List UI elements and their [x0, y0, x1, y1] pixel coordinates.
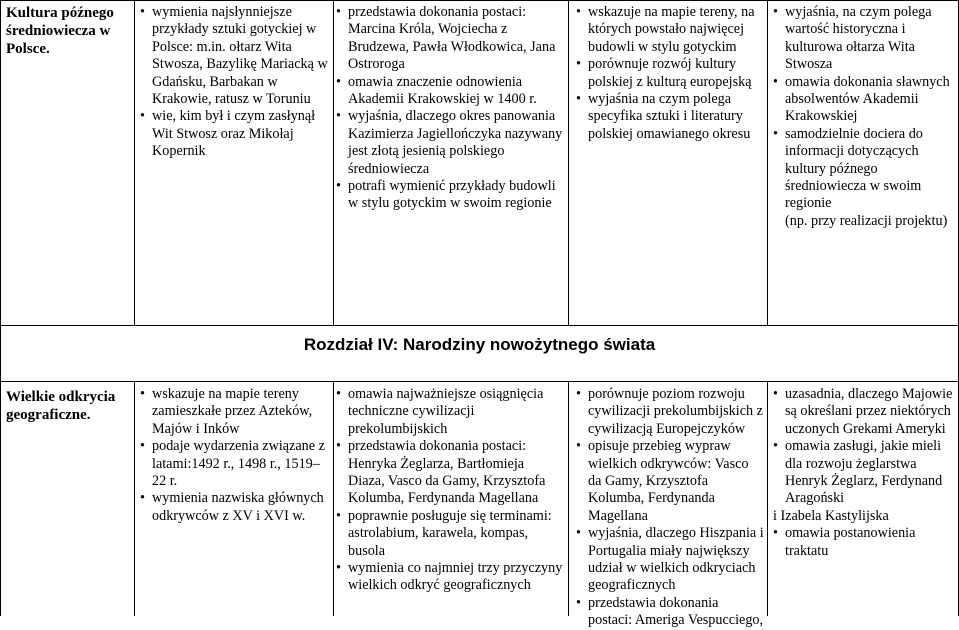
row2-topic-text: Wielkie odkrycia geograficzne.	[6, 389, 116, 423]
list-item: • wyjaśnia, dlaczego okres panowania Kazimierza Jagiellończyka nazywany jest złotą jesienią polskiego średniowiecza	[336, 108, 564, 178]
row2-col-divider	[0, 381, 1, 616]
row1-col5	[773, 4, 955, 230]
list-item: • opisuje przebieg wypraw wielkich odkrywców: Vasco da Gamy, Krzysztofa Kolumba, Ferdynanda Magellana	[576, 438, 764, 525]
list-item-continuation: (np. przy realizacji projektu)	[785, 212, 948, 229]
row1-col-divider	[0, 0, 1, 325]
list-item: • wskazuje na mapie tereny, na których powstało najwięcej budowli w stylu gotyckim	[576, 4, 764, 56]
row1-bottom-border	[0, 325, 959, 326]
list-item: • wymienia najsłynniejsze przykłady sztuki gotyckiej w Polsce: m.in. ołtarz Wita Stwosza, Bazylikę Mariacką w Gdańsku, Barbakan w Krakowie, ratusz w Toruniu	[140, 4, 330, 108]
list-item: • uzasadnia, dlaczego Majowie są określani przez niektórych uczonych Grekami Ameryki	[773, 386, 955, 438]
list-item: • omawia dokonania sławnych absolwentów Akademii Krakowskiej	[773, 74, 955, 126]
chapter-bottom-border	[0, 381, 959, 382]
row2-col-divider	[568, 381, 569, 616]
row1-col-divider	[333, 0, 334, 325]
row1-col2	[140, 4, 330, 161]
row1-col-divider	[134, 0, 135, 325]
row1-col3	[336, 4, 564, 213]
list-item: • wyjaśnia, na czym polega wartość historyczna i kulturowa ołtarza Wita Stwosza	[773, 4, 955, 74]
list-item: • przedstawia dokonania postaci: Marcina Króla, Wojciecha z Brudzewa, Pawła Włodkowica, Jana Ostroroga	[336, 4, 564, 74]
row2-col3	[336, 386, 564, 595]
row1-top-border	[0, 0, 959, 1]
list-item: • omawia najważniejsze osiągnięcia techniczne cywilizacji prekolumbijskich	[336, 386, 564, 438]
list-item: • potrafi wymienić przykłady budowli w stylu gotyckim w swoim regionie	[336, 178, 564, 213]
row1-col-divider	[568, 0, 569, 325]
row1-col-divider	[767, 0, 768, 325]
list-item: • omawia znaczenie odnowienia Akademii Krakowskiej w 1400 r.	[336, 74, 564, 109]
list-item: • porównuje rozwój kultury polskiej z kulturą europejską	[576, 56, 764, 91]
list-item-continuation: i Izabela Kastylijska	[773, 507, 889, 524]
list-item: • omawia postanowienia traktatu	[773, 525, 955, 560]
list-item: • wie, kim był i czym zasłynął Wit Stwosz oraz Mikołaj Kopernik	[140, 108, 330, 160]
list-item: • omawia zasługi, jakie mieli dla rozwoju żeglarstwa Henryk Żeglarz, Ferdynand Aragoński	[773, 438, 955, 508]
list-item: • samodzielnie dociera do informacji dotyczących kultury późnego średniowiecza w swoim regionie	[773, 126, 955, 213]
list-item: • poprawnie posługuje się terminami: astrolabium, karawela, kompas, busola	[336, 508, 564, 560]
row2-col2	[140, 386, 330, 525]
row1-col4	[576, 4, 764, 143]
row2-col4	[576, 386, 764, 630]
row1-topic-text: Kultura późnego średniowiecza w Polsce.	[6, 5, 114, 57]
chapter-heading: Rozdział IV: Narodziny nowożytnego świata	[303, 335, 656, 354]
list-item: • podaje wydarzenia związane z latami:1492 r., 1498 r., 1519–22 r.	[140, 438, 330, 490]
list-item: • wymienia co najmniej trzy przyczyny wielkich odkryć geograficznych	[336, 560, 564, 595]
row2-col-divider	[767, 381, 768, 616]
list-item: • przedstawia dokonania postaci: Henryka Żeglarza, Bartłomieja Diaza, Vasco da Gamy, Krzysztofa Kolumba, Ferdynanda Magellana	[336, 438, 564, 508]
list-item: • wyjaśnia, dlaczego Hiszpania i Portugalia miały największy udział w wielkich odkryciach geograficznych	[576, 525, 764, 595]
list-item: • wskazuje na mapie tereny zamieszkałe przez Azteków, Majów i Inków	[140, 386, 330, 438]
row1-topic	[6, 4, 130, 58]
list-item: • wymienia nazwiska głównych odkrywców z XV i XVI w.	[140, 490, 330, 525]
list-item: • wyjaśnia na czym polega specyfika sztuki i literatury polskiej omawianego okresu	[576, 91, 764, 143]
list-item: • porównuje poziom rozwoju cywilizacji prekolumbijskich z cywilizacją Europejczyków	[576, 386, 764, 438]
row2-col-divider	[333, 381, 334, 616]
row2-col5	[773, 386, 955, 560]
row2-col-divider	[134, 381, 135, 616]
row2-topic	[6, 388, 130, 424]
list-item: • przedstawia dokonania postaci: Ameriga Vespucciego,	[576, 595, 764, 630]
